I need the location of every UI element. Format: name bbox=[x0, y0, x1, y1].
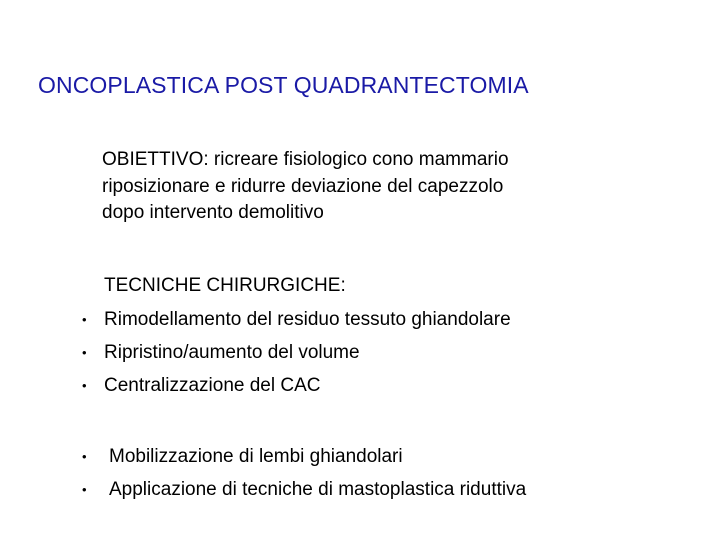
objective-block bbox=[102, 147, 509, 227]
bullet-icon: • bbox=[82, 312, 87, 327]
objective-line: OBIETTIVO: ricreare fisiologico cono mammario bbox=[102, 149, 509, 170]
list-item-text: Centralizzazione del CAC bbox=[104, 375, 321, 396]
objective-line: riposizionare e ridurre deviazione del capezzolo bbox=[102, 175, 504, 197]
list-item-text: Ripristino/aumento del volume bbox=[104, 342, 360, 363]
bullet-icon: • bbox=[82, 449, 87, 464]
list-item-text: Mobilizzazione di lembi ghiandolari bbox=[109, 446, 403, 467]
techniques-heading: TECNICHE CHIRURGICHE: bbox=[104, 275, 346, 296]
list-item-text: Applicazione di tecniche di mastoplastica riduttiva bbox=[109, 479, 527, 500]
bullet-icon: • bbox=[82, 378, 87, 393]
bullet-icon: • bbox=[82, 345, 87, 360]
bullet-icon: • bbox=[82, 482, 87, 497]
list-item-text: Rimodellamento del residuo tessuto ghiandolare bbox=[104, 309, 511, 330]
objective-line: dopo intervento demolitivo bbox=[102, 202, 324, 223]
slide-title: ONCOPLASTICA POST QUADRANTECTOMIA bbox=[38, 72, 529, 98]
